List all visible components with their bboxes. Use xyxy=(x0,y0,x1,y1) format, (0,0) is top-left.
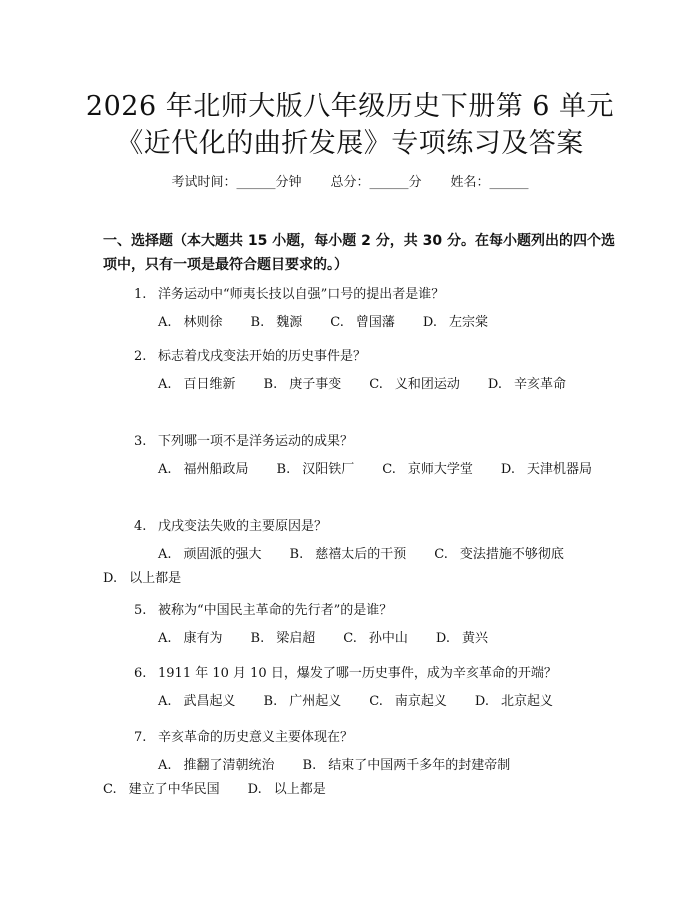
question-number: 3. xyxy=(134,434,147,449)
name-blank: ______ xyxy=(489,175,529,190)
option-a[interactable]: A. 武昌起义 xyxy=(158,694,236,709)
options-4 xyxy=(103,543,603,591)
question-7 xyxy=(134,726,353,745)
name-label: 姓名： xyxy=(450,175,490,190)
question-6 xyxy=(134,662,557,681)
option-a[interactable]: A. 康有为 xyxy=(158,631,223,646)
question-text: 标志着戊戌变法开始的历史事件是？ xyxy=(158,349,367,364)
question-text: 戊戌变法失败的主要原因是？ xyxy=(158,519,328,534)
score-label: 总分： xyxy=(330,175,370,190)
options-3 xyxy=(103,458,603,482)
option-b[interactable]: B. 梁启超 xyxy=(250,631,316,646)
option-a[interactable]: A. 推翻了清朝统治 xyxy=(158,758,275,773)
question-5 xyxy=(134,599,392,618)
option-c[interactable]: C. 曾国藩 xyxy=(330,315,395,330)
option-c[interactable]: C. 南京起义 xyxy=(369,694,447,709)
option-c[interactable]: C. 义和团运动 xyxy=(369,377,460,392)
option-a[interactable]: A. 顽固派的强大 xyxy=(158,547,262,562)
option-b[interactable]: B. 汉阳铁厂 xyxy=(276,462,355,477)
time-blank: ______ xyxy=(236,175,276,190)
option-b[interactable]: B. 结束了中国两千多年的封建帝制 xyxy=(302,758,511,773)
time-label: 考试时间： xyxy=(171,175,237,190)
question-text: 被称为“中国民主革命的先行者”的是谁？ xyxy=(158,603,393,618)
question-text: 洋务运动中“师夷长技以自强”口号的提出者是谁？ xyxy=(158,287,445,302)
question-4 xyxy=(134,515,327,534)
option-d[interactable]: D. 辛亥革命 xyxy=(487,377,566,392)
option-a[interactable]: A. 百日维新 xyxy=(158,377,236,392)
option-d[interactable]: D. 左宗棠 xyxy=(422,315,488,330)
question-1 xyxy=(134,283,444,302)
option-b[interactable]: B. 庚子事变 xyxy=(263,377,342,392)
question-3 xyxy=(134,430,353,449)
option-c[interactable]: C. 京师大学堂 xyxy=(382,462,473,477)
option-b[interactable]: B. 慈禧太后的干预 xyxy=(289,547,407,562)
option-a[interactable]: A. 林则徐 xyxy=(158,315,223,330)
exam-info-line xyxy=(0,171,700,190)
options-2 xyxy=(103,373,603,397)
option-d[interactable]: D. 天津机器局 xyxy=(500,462,592,477)
option-d[interactable]: D. 北京起义 xyxy=(474,694,553,709)
option-d[interactable]: D. 以上都是 xyxy=(247,782,326,797)
option-c[interactable]: C. 建立了中华民国 xyxy=(103,782,220,797)
section-heading: 一、选择题（本大题共 15 小题，每小题 2 分，共 30 分。在每小题列出的四个选项中，只有一项是最符合题目要求的。） xyxy=(103,233,615,273)
question-number: 7. xyxy=(134,730,147,745)
score-unit: 分 xyxy=(408,175,422,190)
question-number: 6. xyxy=(134,666,147,681)
option-b[interactable]: B. 广州起义 xyxy=(263,694,342,709)
question-text: 下列哪一项不是洋务运动的成果？ xyxy=(158,434,354,449)
score-blank: ______ xyxy=(369,175,409,190)
option-d[interactable]: D. 以上都是 xyxy=(103,571,182,586)
document-title-line2: 《近代化的曲折发展》专项练习及答案 xyxy=(116,128,584,159)
question-number: 1. xyxy=(134,287,147,302)
options-6 xyxy=(103,690,603,714)
options-1 xyxy=(103,311,603,335)
question-text: 辛亥革命的历史意义主要体现在？ xyxy=(158,730,354,745)
question-number: 4. xyxy=(134,519,147,534)
options-7 xyxy=(103,754,603,802)
option-c[interactable]: C. 变法措施不够彻底 xyxy=(434,547,564,562)
question-number: 5. xyxy=(134,603,147,618)
document-title-line1: 2026 年北师大版八年级历史下册第 6 单元 xyxy=(85,91,615,122)
question-number: 2. xyxy=(134,349,147,364)
option-c[interactable]: C. 孙中山 xyxy=(343,631,408,646)
question-2 xyxy=(134,345,366,364)
options-5 xyxy=(103,627,603,651)
option-d[interactable]: D. 黄兴 xyxy=(435,631,488,646)
time-unit: 分钟 xyxy=(275,175,302,190)
question-text: 1911 年 10 月 10 日，爆发了哪一历史事件，成为辛亥革命的开端？ xyxy=(158,666,557,681)
option-b[interactable]: B. 魏源 xyxy=(250,315,303,330)
option-a[interactable]: A. 福州船政局 xyxy=(158,462,249,477)
